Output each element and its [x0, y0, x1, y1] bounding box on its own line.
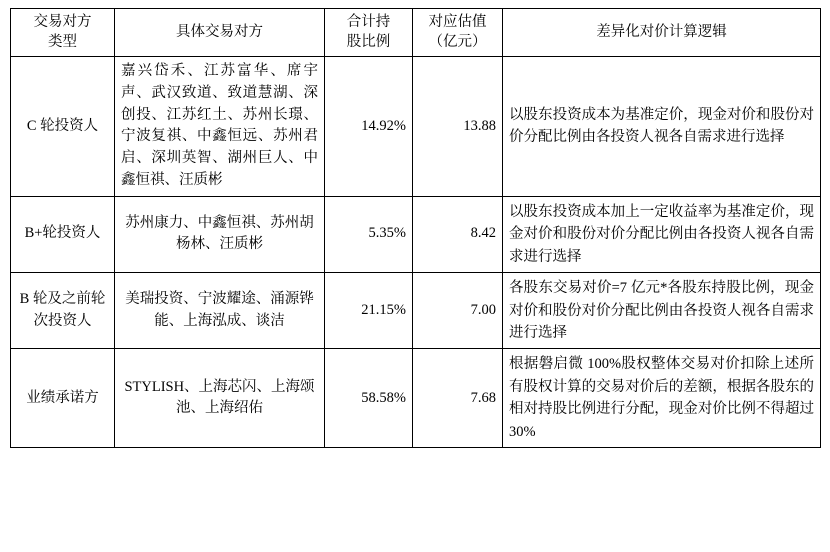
table-header-row — [11, 9, 821, 57]
cell-valuation: 7.00 — [413, 273, 503, 349]
cell-valuation: 13.88 — [413, 57, 503, 197]
table-row — [11, 273, 821, 349]
column-header-valuation-line2: （亿元） — [428, 33, 487, 50]
cell-shareholding-ratio: 58.58% — [325, 349, 413, 448]
column-header-shareholding-ratio-line1: 合计持 — [346, 14, 391, 30]
column-header-valuation-line1: 对应估值 — [428, 14, 487, 30]
column-header-counterparty-type-line1: 交易对方 — [33, 14, 92, 30]
cell-shareholding-ratio: 21.15% — [325, 273, 413, 349]
cell-specific-counterparty: 嘉兴岱禾、江苏富华、席宇声、武汉致道、致道慧湖、深创投、江苏红土、苏州长璟、宁波复祺、中鑫恒远、苏州君启、深圳英智、湖州巨人、中鑫恒祺、汪质彬 — [115, 57, 325, 197]
table-header — [11, 9, 821, 57]
cell-counterparty-type: B+轮投资人 — [11, 196, 115, 272]
cell-valuation: 7.68 — [413, 349, 503, 448]
column-header-shareholding-ratio-line2: 股比例 — [346, 33, 391, 50]
cell-pricing-logic: 以股东投资成本为基准定价，现金对价和股份对价分配比例由各投资人视各自需求进行选择 — [503, 57, 821, 197]
table-row — [11, 196, 821, 272]
cell-shareholding-ratio: 14.92% — [325, 57, 413, 197]
table-body — [11, 57, 821, 448]
column-header-specific-counterparty: 具体交易对方 — [115, 9, 325, 57]
column-header-valuation — [413, 9, 503, 57]
cell-pricing-logic: 根据磐启微 100%股权整体交易对价扣除上述所有股权计算的交易对价后的差额，根据各股东的相对持股比例进行分配，现金对价比例不得超过 30% — [503, 349, 821, 448]
column-header-counterparty-type — [11, 9, 115, 57]
cell-specific-counterparty: 美瑞投资、宁波耀途、涌源铧能、上海泓成、谈洁 — [115, 273, 325, 349]
table-row — [11, 57, 821, 197]
cell-counterparty-type: B 轮及之前轮次投资人 — [11, 273, 115, 349]
column-header-shareholding-ratio — [325, 9, 413, 57]
cell-shareholding-ratio: 5.35% — [325, 196, 413, 272]
table-row — [11, 349, 821, 448]
cell-pricing-logic: 以股东投资成本加上一定收益率为基准定价，现金对价和股份对价分配比例由各投资人视各自需求进行选择 — [503, 196, 821, 272]
cell-pricing-logic: 各股东交易对价=7 亿元*各股东持股比例，现金对价和股份对价分配比例由各投资人视各自需求进行选择 — [503, 273, 821, 349]
cell-counterparty-type: C 轮投资人 — [11, 57, 115, 197]
cell-specific-counterparty: STYLISH、上海芯闪、上海颂池、上海绍佑 — [115, 349, 325, 448]
column-header-pricing-logic: 差异化对价计算逻辑 — [503, 9, 821, 57]
cell-specific-counterparty: 苏州康力、中鑫恒祺、苏州胡杨林、汪质彬 — [115, 196, 325, 272]
column-header-counterparty-type-line2: 类型 — [48, 33, 77, 50]
cell-valuation: 8.42 — [413, 196, 503, 272]
deal-consideration-table — [10, 8, 821, 448]
cell-counterparty-type: 业绩承诺方 — [11, 349, 115, 448]
